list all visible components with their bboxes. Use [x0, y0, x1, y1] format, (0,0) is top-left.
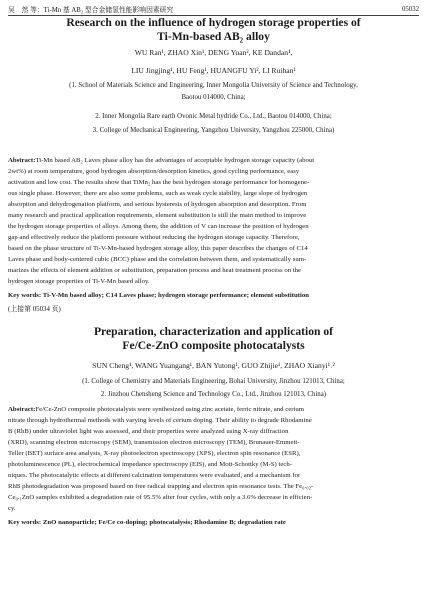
article-1-affiliations: (1. School of Materials Science and Engineering, Inner Mongolia University of Science and Technology, Baotou 014000, China; 2. Inner Mongolia Rare earth Ovonic Metal hydride Co., Ltd., Baotou 014000, China; 3. College of Mechanical Engineering, Yangzhou University, Yangzhou 225000, China)	[69, 82, 358, 134]
article-1-title: Research on the influence of hydrogen storage properties of Ti-Mn-based AB₂ alloy	[66, 16, 361, 43]
article-2-authors: SUN Cheng¹, WANG Yuangang¹, BAN Yutong¹, GUO Zhijie¹, ZHAO Xianyi¹˒²	[92, 361, 335, 370]
article-2-title: Preparation, characterization and application of Fe/Ce-ZnO composite photocatalysts	[93, 325, 334, 352]
keywords-label: Key words:	[8, 292, 42, 299]
page-number: 05032	[402, 5, 419, 13]
keywords-label: Key words:	[8, 519, 42, 526]
article-1-keywords: Key words: Ti-V-Mn based alloy; C14 Laves phase; hydrogen storage performance; element substitution	[8, 292, 310, 299]
running-header	[8, 3, 419, 15]
article-1-abstract: Abstract:Ti-Mn based AB₂ Laves phase alloy has the advantages of acceptable hydrogen storage capacity (about 2wt%) at room temperature, good hydrogen absorption/desorption kinetics, good cycling performance, easy activation and low cost. The results show that TiMn₂ has the best hydrogen storage performance for homogene- ous single phase. However, there are also some problems, such as weak cycle stability, large slope of hydrogen absorption and dehydrogenation platform, and serious hysteresis of hydrogen absorption and desorption. From many research and practical application requirements, element substitution is still the main method to improve the hydrogen storage properties of alloys. Among them, the addition of V can increase the position of hydrogen gap and effectively reduce the platform pressure without reducing the hydrogen storage capacity. Therefore, based on the phase structure of Ti-V-Mn-based hydrogen storage alloy, this paper describes the changes of C14 Laves phase and body-centered cubic (BCC) phase and the correlation between them, and systematically sum- marizes the effects of element addition or substitution, preparation process and heat treatment process on the hydrogen storage properties of Ti-V-Mn based alloy.	[8, 157, 315, 285]
article-2-abstract: Abstract:Fe/Ce-ZnO composite photocatalysts were synthesized using zinc acetate, ferric nitrate, and cerium nitrate through hydrothermal methods with varying levels of cerium doping. Their ability to degrade Rhodamine B (RhB) under ultraviolet light was assessed, and their properties were analyzed using X-ray diffraction (XRD), scanning electron microscopy (SEM), transmission electron microscopy (TEM), Brunauer-Emmett- Teller (BET) surface area analysis, X-ray photoelectron spectroscopy (XPS), electron spin resonance (ESR), photoluminescence (PL), electrochemical impedance spectroscopy (EIS), and Mott-Schottky (M-S) tech- niques. The photocatalytic effects at different calcination temperatures were evaluated, and a mechanism for RhB photodegradation was proposed based on free radical trapping and electron spin resonance tests. The Fe₀.₀₂- Ce₀.₁ZnO samples exhibited a degradation rate of 95.5% after four cycles, with only a 3.6% decrease in efficien- cy.	[8, 406, 314, 512]
abstract-label: Abstract:	[8, 406, 36, 413]
article-2-affiliations: (1. College of Chemistry and Materials Engineering, Bohai University, Jinzhou 121013, China; 2. Jinzhou Chensheng Science and Technology Co., Ltd., Jinzhou 121013, China)	[82, 378, 345, 398]
article-1-authors-line-2: LIU Jingjing¹, HU Feng¹, HUANGFU Yi², LI Ruihan¹	[131, 66, 296, 75]
abstract-label: Abstract:	[8, 157, 36, 164]
article-1-authors: WU Ran¹, ZHAO Xin¹, DENG Yuan², KE Dandan¹,	[134, 48, 293, 57]
continued-note: (上接第 05034 页)	[8, 306, 61, 313]
article-2-keywords: Key words: ZnO nanoparticle; Fe/Ce co-doping; photocatalysis; Rhodamine B; degradation rate	[8, 519, 286, 526]
running-header-title: 吴 然 等：Ti-Mn 基 AB₂ 型合金储氢性能影响因素研究	[8, 7, 174, 14]
